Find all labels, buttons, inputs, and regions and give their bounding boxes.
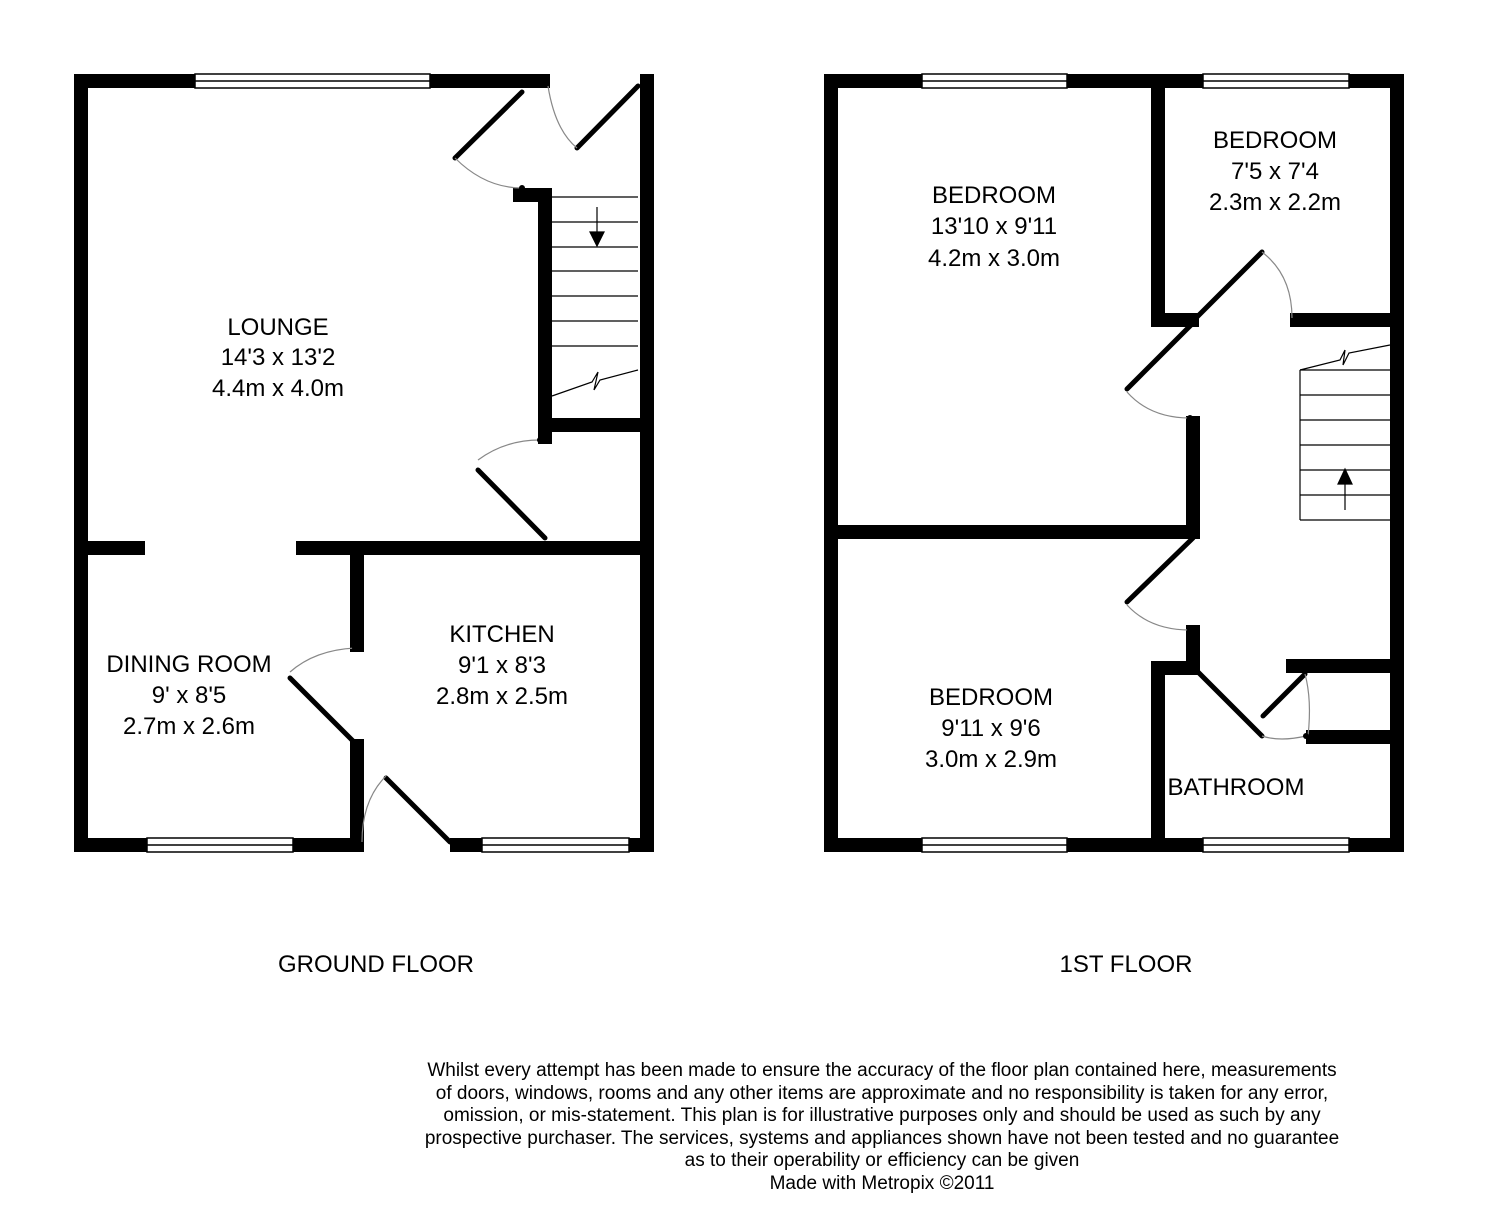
bedroom-front-imperial: 9'11 x 9'6 bbox=[941, 715, 1041, 742]
kitchen-metric: 2.8m x 2.5m bbox=[435, 683, 569, 710]
disclaimer-line: Whilst every attempt has been made to ensure the accuracy of the floor plan contained here, measurements bbox=[427, 1060, 1337, 1081]
ground-floor-plan bbox=[81, 74, 647, 978]
first-floor-label: 1ST FLOOR bbox=[1059, 951, 1193, 978]
bathroom-door-leaf bbox=[1198, 672, 1262, 736]
kitchen-name: KITCHEN bbox=[449, 621, 555, 648]
bedroom-front-door-leaf bbox=[1127, 538, 1193, 602]
first-floor-plan bbox=[831, 74, 1397, 978]
kitchen-door-leaf bbox=[386, 778, 450, 842]
cupboard-door-leaf bbox=[1263, 674, 1305, 716]
bedroom-large-metric: 4.2m x 3.0m bbox=[927, 245, 1061, 272]
dining-room-metric: 2.7m x 2.6m bbox=[122, 713, 256, 740]
bedroom-large-name: BEDROOM bbox=[931, 182, 1057, 209]
lounge-metric: 4.4m x 4.0m bbox=[211, 375, 345, 402]
bedroom-small-imperial: 7'5 x 7'4 bbox=[1231, 158, 1319, 185]
dining-room-imperial: 9' x 8'5 bbox=[151, 682, 227, 709]
disclaimer bbox=[382, 1060, 1382, 1196]
bedroom-small-metric: 2.3m x 2.2m bbox=[1208, 189, 1342, 216]
bedroom-small-door-leaf bbox=[1196, 252, 1262, 318]
disclaimer-line: omission, or mis-statement. This plan is for illustrative purposes only and should be used as such by any bbox=[443, 1105, 1321, 1127]
metropix-credit: Made with Metropix ©2011 bbox=[769, 1172, 995, 1194]
front-door-leaf bbox=[455, 92, 522, 158]
porch-door-leaf bbox=[577, 86, 638, 148]
bedroom-small-name: BEDROOM bbox=[1212, 127, 1338, 154]
lounge-door-leaf bbox=[478, 470, 545, 538]
disclaimer-line: of doors, windows, rooms and any other items are approximate and no responsibility is taken for any error, bbox=[435, 1082, 1329, 1104]
ground-floor-staircase bbox=[552, 197, 638, 396]
bedroom-front-metric: 3.0m x 2.9m bbox=[924, 746, 1058, 773]
kitchen-imperial: 9'1 x 8'3 bbox=[458, 652, 546, 679]
bedroom-large-imperial: 13'10 x 9'11 bbox=[930, 213, 1058, 240]
dining-room-name: DINING ROOM bbox=[106, 651, 272, 678]
bathroom-name: BATHROOM bbox=[1167, 774, 1305, 801]
bedroom-large-door-leaf bbox=[1127, 323, 1193, 389]
disclaimer-line: as to their operability or efficiency can be given bbox=[684, 1150, 1080, 1172]
ground-floor-doors bbox=[290, 86, 638, 842]
lounge-name: LOUNGE bbox=[227, 314, 329, 341]
dining-door-leaf bbox=[290, 678, 355, 743]
disclaimer-line: prospective purchaser. The services, systems and appliances shown have not been tested and no guarantee bbox=[424, 1127, 1340, 1149]
bedroom-front-name: BEDROOM bbox=[928, 684, 1054, 711]
first-floor-staircase bbox=[1300, 345, 1390, 520]
ground-floor-label: GROUND FLOOR bbox=[277, 951, 475, 978]
lounge-imperial: 14'3 x 13'2 bbox=[220, 344, 336, 371]
